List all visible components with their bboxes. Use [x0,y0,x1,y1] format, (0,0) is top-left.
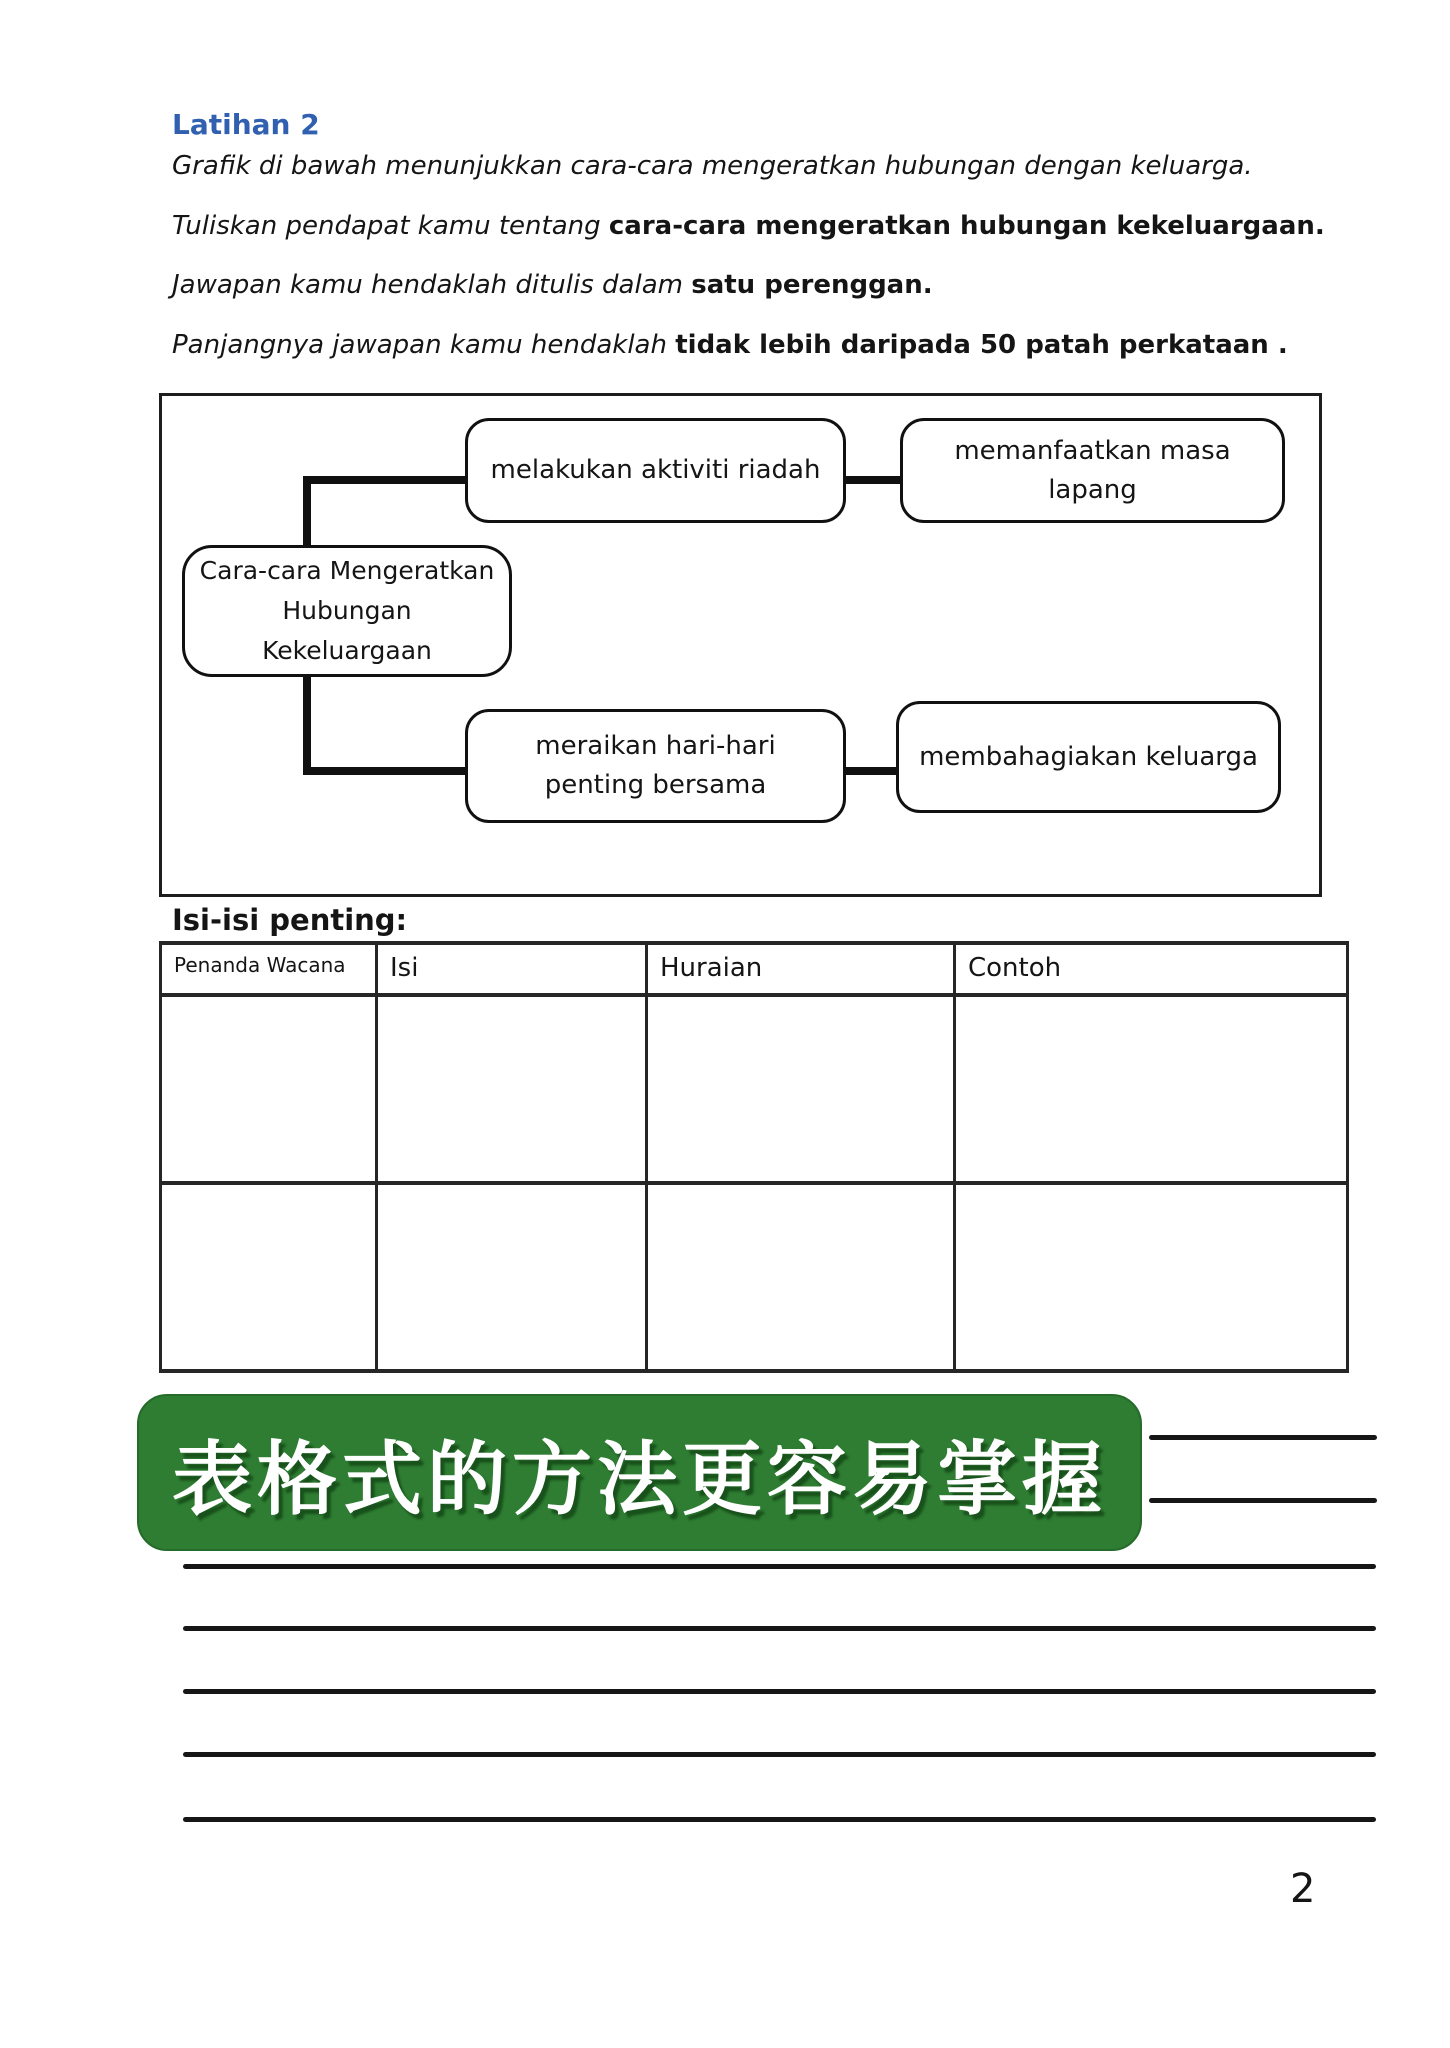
col-header-isi: Isi [377,943,647,995]
mind-map-node-top-right: memanfaatkan masa lapang [900,418,1285,523]
connector-bottom-horizontal [303,767,466,775]
connector-bottom-stub [846,767,896,775]
instruction-tail: . [1314,211,1325,241]
mind-map-node-bottom-right: membahagiakan keluarga [896,701,1281,813]
mind-map-node-top-left: melakukan aktiviti riadah [465,418,846,523]
table-row [161,1183,1348,1371]
instruction-tail: . [1268,330,1288,360]
answer-line [183,1689,1376,1694]
instruction-bold: tidak lebih daripada 50 patah perkataan [675,330,1269,360]
banner-text: 表格式的方法更容易掌握 [172,1433,1107,1526]
instruction-bold: cara-cara mengeratkan hubungan kekeluargaan [608,211,1315,241]
instruction-line-4 [172,326,1288,364]
highlight-banner [137,1394,1142,1551]
table-cell [377,995,647,1183]
answer-line [183,1752,1376,1757]
col-header-huraian: Huraian [647,943,955,995]
answer-line [183,1626,1376,1631]
table-header-row [161,943,1348,995]
col-header-contoh: Contoh [955,943,1348,995]
table-cell [955,1183,1348,1371]
exercise-title: Latihan 2 [172,108,320,141]
table-cell [647,1183,955,1371]
answer-line [1149,1435,1377,1440]
instruction-line-2 [172,207,1325,245]
table-cell [377,1183,647,1371]
section-label: Isi-isi penting: [172,903,408,937]
points-table [159,941,1349,1373]
table-cell [955,995,1348,1183]
mind-map-root-node: Cara-cara Mengeratkan Hubungan Kekeluargaan [182,545,512,677]
answer-line [183,1817,1376,1822]
table-cell [161,1183,377,1371]
instruction-text: Panjangnya jawapan kamu hendaklah [172,330,676,360]
instruction-bold: satu perenggan [691,270,923,300]
answer-line [183,1564,1376,1569]
instruction-text: Tuliskan pendapat kamu tentang [172,211,609,241]
instruction-text: Grafik di bawah menunjukkan cara-cara mengeratkan hubungan dengan keluarga. [172,151,1253,181]
table-row [161,995,1348,1183]
answer-line [1149,1498,1377,1503]
table-cell [161,995,377,1183]
instruction-tail: . [922,270,933,300]
page-number: 2 [1290,1866,1316,1912]
connector-top-stub [846,476,900,484]
col-header-penanda-wacana: Penanda Wacana [161,943,377,995]
instruction-line-3 [172,266,933,304]
mind-map-frame [159,393,1322,897]
connector-top-horizontal [303,476,466,484]
instruction-text: Jawapan kamu hendaklah ditulis dalam [172,270,692,300]
mind-map-node-bottom-left: meraikan hari-hari penting bersama [465,709,846,823]
table-cell [647,995,955,1183]
instruction-line-1 [172,147,1253,185]
